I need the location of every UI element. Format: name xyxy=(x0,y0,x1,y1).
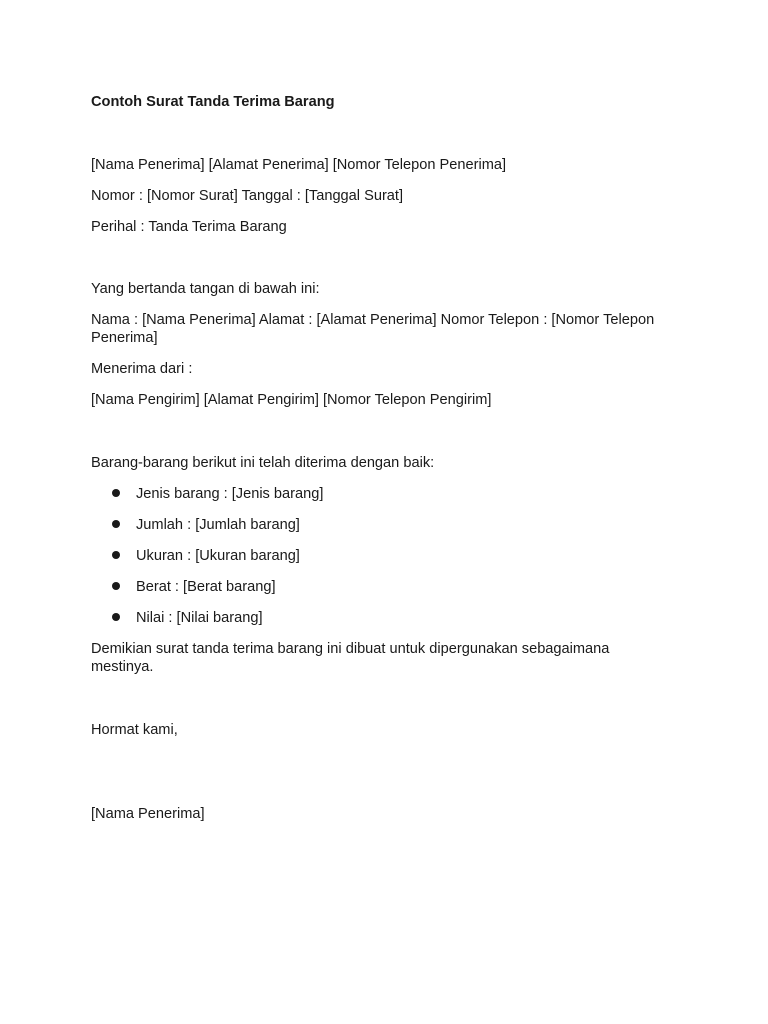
list-item-label: Nilai : [Nilai barang] xyxy=(136,610,263,626)
bullet-icon xyxy=(112,582,120,590)
intro-paragraph: Yang bertanda tangan di bawah ini: xyxy=(91,281,320,297)
closing-statement: Demikian surat tanda terima barang ini dibuat untuk dipergunakan sebagaimana mestinya. xyxy=(91,641,610,675)
list-item-label: Jenis barang : [Jenis barang] xyxy=(136,486,324,502)
signatory-name: [Nama Penerima] xyxy=(91,806,205,822)
list-item-label: Jumlah : [Jumlah barang] xyxy=(136,517,300,533)
recipient-header: [Nama Penerima] [Alamat Penerima] [Nomor Telepon Penerima] xyxy=(91,157,507,173)
bullet-icon xyxy=(112,520,120,528)
bullet-icon xyxy=(112,489,120,497)
bullet-icon xyxy=(112,551,120,559)
list-item-label: Ukuran : [Ukuran barang] xyxy=(136,548,300,564)
salutation: Hormat kami, xyxy=(91,722,178,738)
bullet-icon xyxy=(112,613,120,621)
subject-line: Perihal : Tanda Terima Barang xyxy=(91,219,287,235)
list-item-label: Berat : [Berat barang] xyxy=(136,579,276,595)
recipient-details: Nama : [Nama Penerima] Alamat : [Alamat Penerima] Nomor Telepon : [Nomor Telepon Penerima] xyxy=(91,312,655,346)
items-intro: Barang-barang berikut ini telah diterima dengan baik: xyxy=(91,455,435,471)
received-from-label: Menerima dari : xyxy=(91,361,193,377)
document-title: Contoh Surat Tanda Terima Barang xyxy=(91,94,335,110)
sender-details: [Nama Pengirim] [Alamat Pengirim] [Nomor Telepon Pengirim] xyxy=(91,392,492,408)
number-date-line: Nomor : [Nomor Surat] Tanggal : [Tanggal Surat] xyxy=(91,188,404,204)
